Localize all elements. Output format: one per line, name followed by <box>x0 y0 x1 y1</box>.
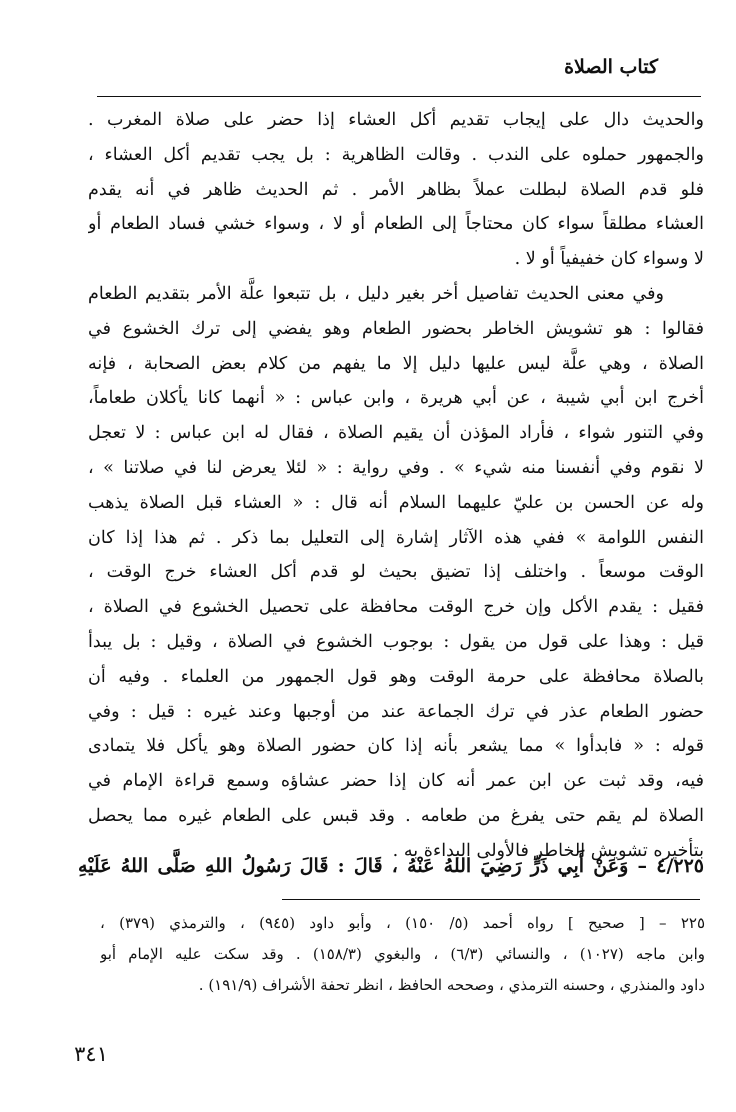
body-line: الوقت موسعاً . واختلف إذا تضيق بحيث لو قدم أكل العشاء خرج الوقت ، <box>88 562 704 583</box>
body-line: قيل : وهذا على قول من يقول : بوجوب الخشوع في الصلاة ، وقيل : بل يبدأ <box>88 631 704 652</box>
footnote-line: ٢٢٥ – [ صحيح ] رواه أحمد (٥/ ١٥٠) ، وأبو داود (٩٤٥) ، والترمذي (٣٧٩) ، <box>100 914 705 932</box>
footnote-line: وابن ماجه (١٠٢٧) ، والنسائي (٦/٣) ، والبغوي (١٥٨/٣) . وقد سكت عليه الإمام أبو <box>100 945 705 963</box>
body-line: لا وسواء كان خفيفياً أو لا . <box>514 249 704 270</box>
body-line: وفي معنى الحديث تفاصيل أخر بغير دليل ، بل تتبعوا علَّة الأمر بتقديم الطعام <box>88 283 664 304</box>
body-line: فقيل : يقدم الأكل وإن خرج الوقت محافظة على تحصيل الخشوع في الصلاة ، <box>88 597 704 618</box>
body-line: الصلاة لم يقم حتى يفرغ من طعامه . وقد قبس على الطعام غيره مما يحصل <box>88 805 704 826</box>
body-line: العشاء مطلقاً سواء كان محتاجاً إلى الطعام أو لا ، وسواء خشي فساد الطعام أو <box>88 214 704 235</box>
body-line: والجمهور حملوه على الندب . وقالت الظاهرية : بل يجب تقديم أكل العشاء ، <box>88 144 704 165</box>
body-line: قوله : « فابدأوا » مما يشعر بأنه إذا كان حضور الصلاة وهو يأكل فلا يتمادى <box>88 736 704 757</box>
chapter-title: كتاب الصلاة <box>564 56 658 78</box>
footnotes <box>100 908 705 1001</box>
header-divider <box>97 96 701 97</box>
body-line: فيه، وقد ثبت عن ابن عمر أنه كان إذا حضر عشاؤه وسمع قراءة الإمام في <box>88 771 704 792</box>
hadith-heading: ٤/٢٢٥ – وَعَنْ أَبِي ذَرٍّ رَضِيَ اللهُ عَنْهُ ، قَالَ : قَالَ رَسُولُ اللهِ صَلَّى اللهُ عَلَيْهِ <box>78 855 704 877</box>
body-line: بالصلاة محافظة على حرمة الوقت وهو قول الجمهور من العلماء . وفيه أن <box>88 666 704 687</box>
body-line: أخرج ابن أبي شيبة ، عن أبي هريرة ، وابن عباس : « أنهما كانا يأكلان طعاماً، <box>88 388 704 409</box>
body-line: والحديث دال على إيجاب تقديم أكل العشاء إذا حضر على صلاة المغرب . <box>88 110 704 130</box>
body-line: فقالوا : هو تشويش الخاطر بحضور الطعام وهو يفضي إلى ترك الخشوع في <box>88 318 704 339</box>
body-line: فلو قدم الصلاة لبطلت عملاً بظاهر الأمر . ثم الحديث ظاهر في أنه يقدم <box>88 179 704 200</box>
body-line: وفي التنور شواء ، فأراد المؤذن أن يقيم الصلاة ، فقال له ابن عباس : لا تعجل <box>88 423 704 444</box>
body-line: لا نقوم وفي أنفسنا منه شيء » . وفي رواية : « لئلا يعرض لنا في صلاتنا » ، <box>88 457 704 478</box>
footnote-line: داود والمنذري ، وحسنه الترمذي ، وصححه الحافظ ، انظر تحفة الأشراف (١٩١/٩) . <box>198 976 705 994</box>
commentary-body <box>88 103 704 869</box>
page-number: ٣٤١ <box>74 1042 108 1066</box>
body-line: حضور الطعام عذر في ترك الجماعة عند من أوجبها وعند غيره : قيل : وفي <box>88 701 704 722</box>
body-line: النفس اللوامة » ففي هذه الآثار إشارة إلى التعليل بما ذكر . ثم هذا إذا كان <box>88 527 704 548</box>
body-line: وله عن الحسن بن عليّ عليهما السلام أنه قال : « العشاء قبل الصلاة يذهب <box>88 492 704 513</box>
footnote-divider <box>282 899 700 900</box>
body-line: بتأخيره تشويش الخاطر فالأولى البداءة به . <box>392 840 704 861</box>
body-line: الصلاة ، وهي علَّة ليس عليها دليل إلا ما يفهم من كلام بعض الصحابة ، فإنه <box>88 353 704 374</box>
